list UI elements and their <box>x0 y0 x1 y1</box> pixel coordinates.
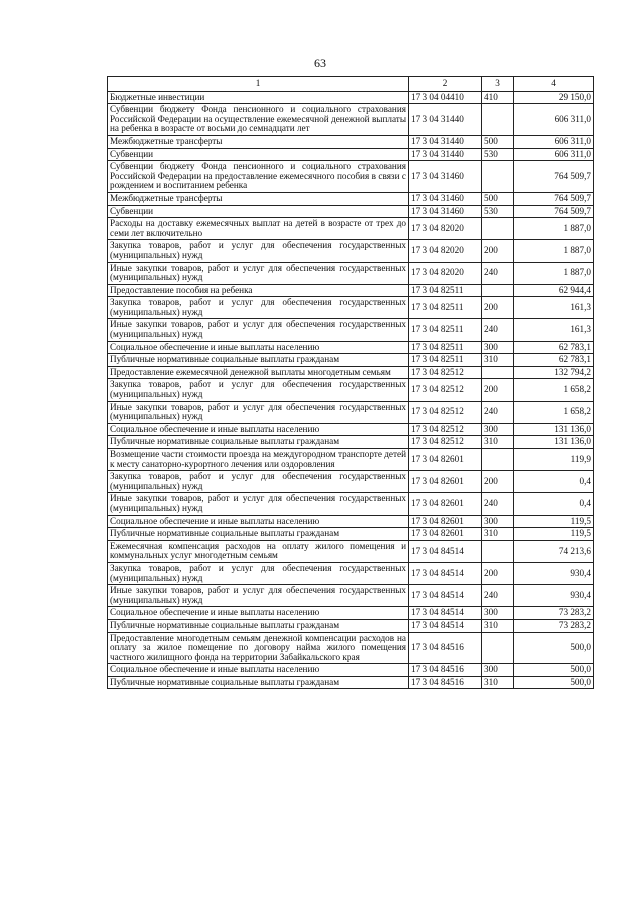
row-expense-type: 300 <box>482 341 514 354</box>
row-name: Закупка товаров, работ и услуг для обеспечения государственных (муниципальных) нужд <box>108 240 409 262</box>
row-expense-type <box>482 284 514 297</box>
row-amount: 764 509,7 <box>514 205 594 218</box>
row-amount: 161,3 <box>514 297 594 319</box>
row-expense-type <box>482 218 514 240</box>
row-code: 17 3 04 84514 <box>409 562 482 584</box>
table-row <box>108 562 594 584</box>
row-expense-type: 300 <box>482 664 514 677</box>
table-row <box>108 436 594 449</box>
row-expense-type: 200 <box>482 297 514 319</box>
row-expense-type: 500 <box>482 135 514 148</box>
row-name: Субвенции <box>108 148 409 161</box>
row-code: 17 3 04 84514 <box>409 619 482 632</box>
row-expense-type: 240 <box>482 401 514 423</box>
row-code: 17 3 04 82601 <box>409 449 482 471</box>
row-code: 17 3 04 84514 <box>409 540 482 562</box>
row-code: 17 3 04 84514 <box>409 607 482 620</box>
row-name: Публичные нормативные социальные выплаты гражданам <box>108 528 409 541</box>
table-row <box>108 664 594 677</box>
row-code: 17 3 04 82512 <box>409 366 482 379</box>
row-code: 17 3 04 31440 <box>409 148 482 161</box>
row-name: Возмещение части стоимости проезда на междугородном транспорте детей к месту санаторно-курортного лечения или оздоровления <box>108 449 409 471</box>
row-code: 17 3 04 82512 <box>409 401 482 423</box>
row-name: Бюджетные инвестиции <box>108 91 409 104</box>
row-name: Межбюджетные трансферты <box>108 135 409 148</box>
row-name: Социальное обеспечение и иные выплаты населению <box>108 607 409 620</box>
row-name: Закупка товаров, работ и услуг для обеспечения государственных (муниципальных) нужд <box>108 297 409 319</box>
row-amount: 29 150,0 <box>514 91 594 104</box>
row-expense-type <box>482 104 514 136</box>
table-row <box>108 540 594 562</box>
table-row <box>108 585 594 607</box>
row-code: 17 3 04 82512 <box>409 423 482 436</box>
row-amount: 606 311,0 <box>514 148 594 161</box>
row-code: 17 3 04 31460 <box>409 192 482 205</box>
table-row <box>108 240 594 262</box>
row-amount: 500,0 <box>514 676 594 689</box>
row-amount: 1 658,2 <box>514 379 594 401</box>
row-amount: 62 944,4 <box>514 284 594 297</box>
table-row <box>108 104 594 136</box>
row-expense-type: 310 <box>482 436 514 449</box>
row-name: Иные закупки товаров, работ и услуг для обеспечения государственных (муниципальных) нужд <box>108 262 409 284</box>
row-amount: 0,4 <box>514 493 594 515</box>
row-code: 17 3 04 82511 <box>409 354 482 367</box>
row-name: Субвенции бюджету Фонда пенсионного и социального страхования Российской Федерации на осуществление ежемесячной денежной выплаты на ребенка в возрасте от восьми до семнадцати лет <box>108 104 409 136</box>
row-code: 17 3 04 84516 <box>409 664 482 677</box>
table-row <box>108 366 594 379</box>
row-name: Социальное обеспечение и иные выплаты населению <box>108 341 409 354</box>
row-name: Предоставление ежемесячной денежной выплаты многодетным семьям <box>108 366 409 379</box>
row-amount: 0,4 <box>514 471 594 493</box>
row-amount: 500,0 <box>514 664 594 677</box>
row-amount: 119,5 <box>514 528 594 541</box>
table-row <box>108 192 594 205</box>
row-amount: 131 136,0 <box>514 423 594 436</box>
row-code: 17 3 04 04410 <box>409 91 482 104</box>
table-row <box>108 319 594 341</box>
row-expense-type: 200 <box>482 471 514 493</box>
table-row <box>108 449 594 471</box>
table-row <box>108 493 594 515</box>
table-row <box>108 262 594 284</box>
table-row <box>108 619 594 632</box>
row-expense-type <box>482 540 514 562</box>
row-code: 17 3 04 31460 <box>409 205 482 218</box>
row-expense-type: 200 <box>482 240 514 262</box>
row-name: Публичные нормативные социальные выплаты гражданам <box>108 619 409 632</box>
row-amount: 73 283,2 <box>514 607 594 620</box>
row-expense-type: 200 <box>482 379 514 401</box>
row-amount: 500,0 <box>514 632 594 664</box>
row-amount: 161,3 <box>514 319 594 341</box>
header-row <box>108 77 594 92</box>
row-name: Социальное обеспечение и иные выплаты населению <box>108 515 409 528</box>
row-code: 17 3 04 82512 <box>409 379 482 401</box>
row-name: Социальное обеспечение и иные выплаты населению <box>108 664 409 677</box>
table-row <box>108 607 594 620</box>
row-code: 17 3 04 82020 <box>409 262 482 284</box>
row-code: 17 3 04 82511 <box>409 284 482 297</box>
row-expense-type: 310 <box>482 676 514 689</box>
row-code: 17 3 04 82020 <box>409 240 482 262</box>
page-number: 63 <box>314 56 326 70</box>
row-expense-type <box>482 449 514 471</box>
header-col-1: 1 <box>108 77 409 92</box>
row-amount: 62 783,1 <box>514 341 594 354</box>
row-code: 17 3 04 31440 <box>409 104 482 136</box>
table-row <box>108 297 594 319</box>
row-code: 17 3 04 82511 <box>409 297 482 319</box>
row-expense-type: 530 <box>482 148 514 161</box>
row-name: Предоставление многодетным семьям денежной компенсации расходов на оплату за жилое помещение по договору найма жилого помещения частного жилищного фонда на территории Забайкальского края <box>108 632 409 664</box>
row-expense-type: 300 <box>482 607 514 620</box>
row-expense-type <box>482 366 514 379</box>
row-expense-type: 310 <box>482 528 514 541</box>
row-code: 17 3 04 82601 <box>409 471 482 493</box>
row-name: Закупка товаров, работ и услуг для обеспечения государственных (муниципальных) нужд <box>108 562 409 584</box>
row-amount: 1 887,0 <box>514 240 594 262</box>
row-expense-type: 310 <box>482 619 514 632</box>
row-amount: 74 213,6 <box>514 540 594 562</box>
row-expense-type: 310 <box>482 354 514 367</box>
row-name: Публичные нормативные социальные выплаты гражданам <box>108 436 409 449</box>
row-amount: 606 311,0 <box>514 104 594 136</box>
row-code: 17 3 04 82601 <box>409 493 482 515</box>
row-amount: 764 509,7 <box>514 192 594 205</box>
table-row <box>108 135 594 148</box>
header-col-3: 3 <box>482 77 514 92</box>
row-amount: 131 136,0 <box>514 436 594 449</box>
row-name: Субвенции бюджету Фонда пенсионного и социального страхования Российской Федерации на предоставление ежемесячного пособия в связи с рождением и воспитанием ребенка <box>108 161 409 193</box>
table-row <box>108 341 594 354</box>
row-name: Ежемесячная компенсация расходов на оплату жилого помещения и коммунальных услуг многодетным семьям <box>108 540 409 562</box>
table-row <box>108 515 594 528</box>
row-expense-type: 240 <box>482 493 514 515</box>
table-row <box>108 218 594 240</box>
row-expense-type <box>482 161 514 193</box>
row-code: 17 3 04 82020 <box>409 218 482 240</box>
table-row <box>108 148 594 161</box>
table-row <box>108 161 594 193</box>
table-row <box>108 471 594 493</box>
row-expense-type: 240 <box>482 262 514 284</box>
row-amount: 764 509,7 <box>514 161 594 193</box>
row-expense-type: 300 <box>482 423 514 436</box>
row-expense-type: 240 <box>482 585 514 607</box>
row-code: 17 3 04 84514 <box>409 585 482 607</box>
row-name: Публичные нормативные социальные выплаты гражданам <box>108 354 409 367</box>
row-expense-type: 240 <box>482 319 514 341</box>
row-amount: 1 658,2 <box>514 401 594 423</box>
row-amount: 132 794,2 <box>514 366 594 379</box>
row-name: Расходы на доставку ежемесячных выплат на детей в возрасте от трех до семи лет включительно <box>108 218 409 240</box>
table-row <box>108 284 594 297</box>
row-code: 17 3 04 82601 <box>409 528 482 541</box>
row-name: Закупка товаров, работ и услуг для обеспечения государственных (муниципальных) нужд <box>108 471 409 493</box>
header-col-2: 2 <box>409 77 482 92</box>
table-body <box>108 91 594 689</box>
row-amount: 119,5 <box>514 515 594 528</box>
row-expense-type: 200 <box>482 562 514 584</box>
row-name: Иные закупки товаров, работ и услуг для обеспечения государственных (муниципальных) нужд <box>108 585 409 607</box>
row-expense-type <box>482 632 514 664</box>
table-row <box>108 354 594 367</box>
row-code: 17 3 04 82512 <box>409 436 482 449</box>
row-code: 17 3 04 84516 <box>409 632 482 664</box>
row-amount: 606 311,0 <box>514 135 594 148</box>
row-amount: 930,4 <box>514 562 594 584</box>
table-row <box>108 528 594 541</box>
header-col-4: 4 <box>514 77 594 92</box>
table-row <box>108 91 594 104</box>
row-amount: 62 783,1 <box>514 354 594 367</box>
row-code: 17 3 04 82601 <box>409 515 482 528</box>
table-row <box>108 401 594 423</box>
table-row <box>108 423 594 436</box>
row-expense-type: 410 <box>482 91 514 104</box>
table-row <box>108 632 594 664</box>
row-expense-type: 500 <box>482 192 514 205</box>
row-amount: 1 887,0 <box>514 218 594 240</box>
row-code: 17 3 04 82511 <box>409 319 482 341</box>
row-amount: 930,4 <box>514 585 594 607</box>
row-expense-type: 300 <box>482 515 514 528</box>
row-name: Иные закупки товаров, работ и услуг для обеспечения государственных (муниципальных) нужд <box>108 319 409 341</box>
row-name: Иные закупки товаров, работ и услуг для обеспечения государственных (муниципальных) нужд <box>108 493 409 515</box>
table-row <box>108 205 594 218</box>
budget-table <box>107 76 594 689</box>
row-expense-type: 530 <box>482 205 514 218</box>
row-code: 17 3 04 31440 <box>409 135 482 148</box>
row-code: 17 3 04 31460 <box>409 161 482 193</box>
row-name: Публичные нормативные социальные выплаты гражданам <box>108 676 409 689</box>
table-row <box>108 379 594 401</box>
row-name: Субвенции <box>108 205 409 218</box>
row-code: 17 3 04 84516 <box>409 676 482 689</box>
table-row <box>108 676 594 689</box>
row-name: Межбюджетные трансферты <box>108 192 409 205</box>
row-amount: 73 283,2 <box>514 619 594 632</box>
row-amount: 119,9 <box>514 449 594 471</box>
row-name: Закупка товаров, работ и услуг для обеспечения государственных (муниципальных) нужд <box>108 379 409 401</box>
row-amount: 1 887,0 <box>514 262 594 284</box>
row-name: Социальное обеспечение и иные выплаты населению <box>108 423 409 436</box>
row-code: 17 3 04 82511 <box>409 341 482 354</box>
row-name: Предоставление пособия на ребенка <box>108 284 409 297</box>
row-name: Иные закупки товаров, работ и услуг для обеспечения государственных (муниципальных) нужд <box>108 401 409 423</box>
